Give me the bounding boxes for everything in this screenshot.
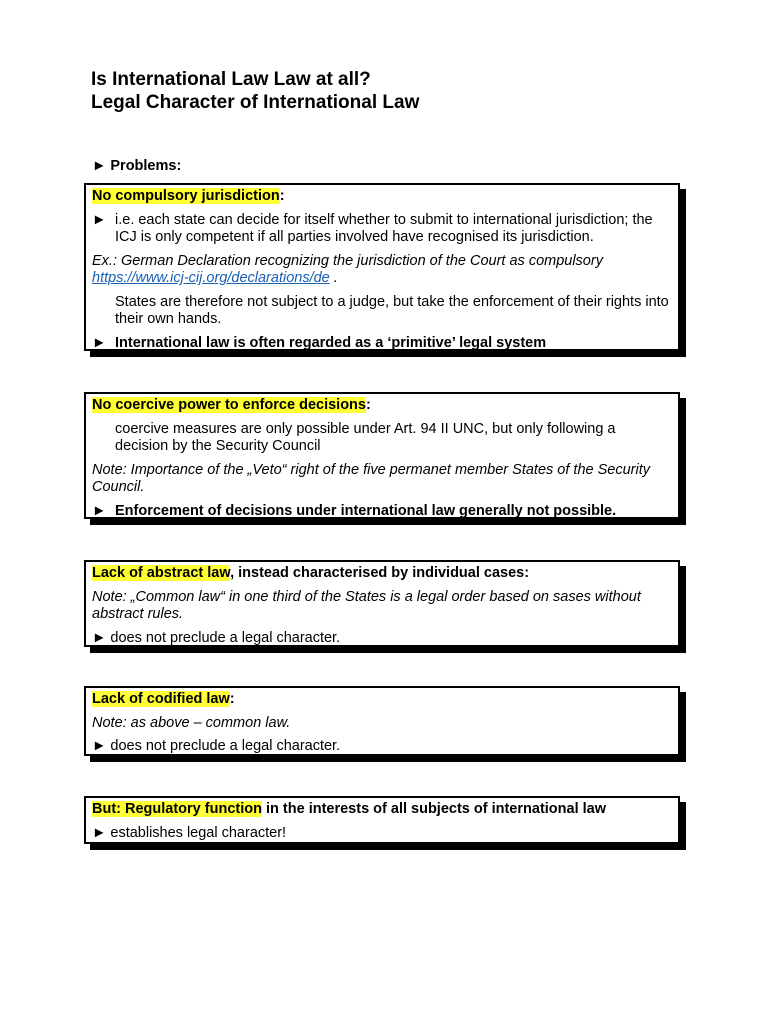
box2-heading: No coercive power to enforce decisions: — [92, 397, 371, 413]
box-coercive-power — [84, 392, 680, 519]
title-line-2: Legal Character of International Law — [91, 92, 420, 113]
box3-conclusion: ► does not preclude a legal character. — [92, 629, 341, 646]
box5-conclusion: ► establishes legal character! — [92, 824, 287, 841]
box4-highlight: Lack of codified law — [92, 691, 230, 707]
box2-text: coercive measures are only possible under Art. 94 II UNC, but only following a decision by the Security Council — [115, 420, 616, 454]
box-codified-law — [84, 686, 680, 756]
box3-heading: Lack of abstract law, instead characterised by individual cases: — [92, 565, 530, 581]
box2-note: Note: Importance of the „Veto“ right of the five permanet member States of the Security Council. — [92, 461, 650, 495]
box-compulsory-jurisdiction — [84, 183, 680, 351]
box1-states-text: States are therefore not subject to a judge, but take the enforcement of their rights into their own hands. — [115, 293, 669, 327]
box4-heading: Lack of codified law: — [92, 691, 235, 707]
arrow-icon: ► — [92, 502, 107, 519]
box5-highlight: But: Regulatory function — [92, 801, 262, 817]
box-regulatory-function — [84, 796, 680, 844]
box3-highlight: Lack of abstract law — [92, 565, 231, 581]
box1-highlight: No compulsory jurisdiction — [92, 188, 280, 204]
box5-heading: But: Regulatory function in the interests of all subjects of international law — [92, 801, 607, 817]
page-title — [91, 68, 419, 114]
box2-conclusion: ► Enforcement of decisions under international law generally not possible. — [92, 502, 617, 519]
box1-bullet — [92, 212, 672, 247]
arrow-icon: ► — [92, 211, 107, 228]
box-abstract-law — [84, 560, 680, 647]
box4-conclusion: ► does not preclude a legal character. — [92, 738, 341, 754]
box1-example: Ex.: German Declaration recognizing the jurisdiction of the Court as compulsory https://www.icj-cij.org/declarations/de . — [92, 252, 603, 286]
box1-bullet-text: i.e. each state can decide for itself whether to submit to international jurisdiction; the ICJ is only competent if all parties involved have recognised its jurisdiction. — [115, 211, 653, 245]
box3-note: Note: „Common law“ in one third of the States is a legal order based on sases without abstract rules. — [92, 588, 641, 622]
arrow-icon: ► — [92, 334, 107, 351]
box2-highlight: No coercive power to enforce decisions — [92, 397, 366, 413]
box4-note: Note: as above – common law. — [92, 714, 291, 731]
problems-label: ► Problems: — [92, 158, 182, 174]
box1-heading: No compulsory jurisdiction: — [92, 188, 285, 204]
title-line-1: Is International Law Law at all? — [91, 69, 371, 90]
box1-conclusion: ► International law is often regarded as a ‘primitive’ legal system — [92, 334, 547, 351]
icj-declarations-link[interactable]: https://www.icj-cij.org/declarations/de — [92, 270, 330, 286]
